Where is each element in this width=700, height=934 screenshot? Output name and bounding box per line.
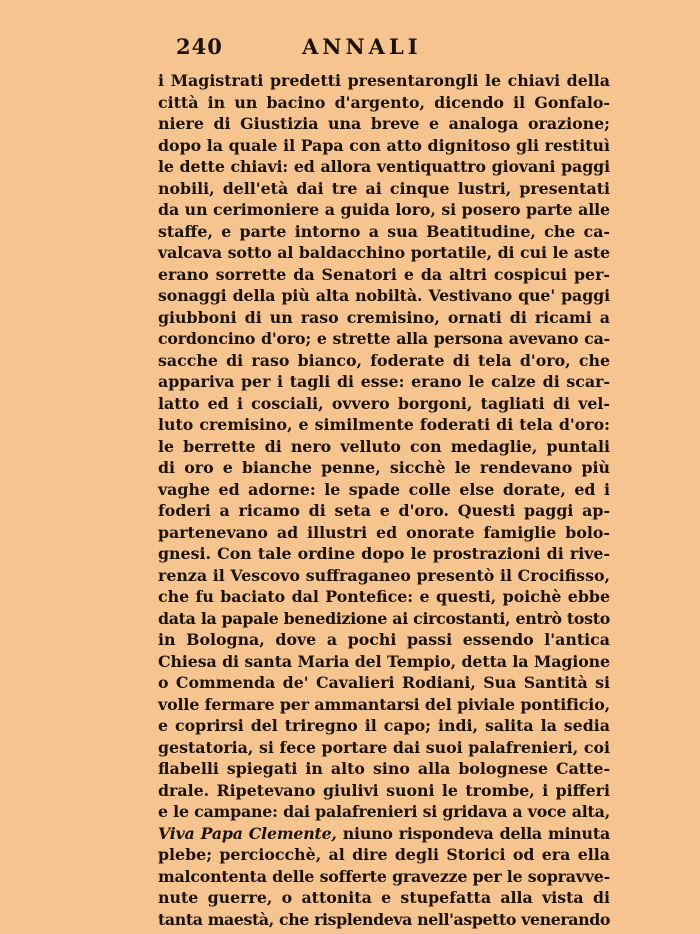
text-line: staffe, e parte intorno a sua Beatitudine, che ca-	[158, 221, 610, 241]
text-line: drale. Ripetevano giulivi suoni le trombe, i pifferi	[158, 780, 610, 800]
text-line: renza il Vescovo suffraganeo presentò il Crocifisso,	[158, 565, 610, 585]
text-line: plebe; perciocchè, al dire degli Storici od era ella	[158, 845, 610, 864]
text-line: sacche di raso bianco, foderate di tela d'oro, che	[158, 350, 610, 370]
text-line: malcontenta delle sofferte gravezze per le sopravve-	[158, 866, 610, 886]
text-line: città in un bacino d'argento, dicendo il Gonfalo-	[158, 92, 610, 112]
text-line: flabelli spiegati in alto sino alla bolognese Catte-	[158, 759, 610, 778]
text-line: giubboni di un raso cremisino, ornati di ricami a	[158, 307, 610, 327]
text-line: in Bologna, dove a pochi passi essendo l'antica	[158, 630, 610, 649]
text-line: da un cerimoniere a guida loro, si posero parte alle	[158, 200, 610, 219]
page-number: 240	[176, 34, 223, 59]
text-line: niere di Giustizia una breve e analoga orazione;	[158, 114, 610, 133]
text-line: volle fermare per ammantarsi del piviale pontificio,	[158, 694, 611, 714]
page-header	[0, 34, 700, 64]
text-line: appariva per i tagli di esse: erano le calze di scar-	[158, 372, 610, 391]
text-line: gnesi. Con tale ordine dopo le prostrazioni di rive-	[158, 544, 610, 563]
text-line: di oro e bianche penne, sicchè le rendevano più	[158, 458, 610, 477]
text-line: cordoncino d'oro; e strette alla persona avevano ca-	[158, 329, 610, 348]
text-line-with-italic	[158, 823, 610, 845]
text-line: foderi a ricamo di seta e d'oro. Questi paggi ap-	[158, 501, 610, 520]
running-head: ANNALI	[302, 34, 422, 59]
text-line: tanta maestà, che risplendeva nell'aspetto venerando	[158, 909, 610, 929]
text-line: valcava sotto al baldacchino portatile, di cui le aste	[158, 243, 610, 262]
text-line: erano sorrette da Senatori e da altri cospicui per-	[158, 264, 610, 284]
text-line: dopo la quale il Papa con atto dignitoso gli restituì	[158, 135, 610, 155]
text-line: partenevano ad illustri ed onorate famiglie bolo-	[158, 522, 610, 542]
text-line: nobili, dell'età dai tre ai cinque lustri, presentati	[158, 178, 610, 198]
italic-phrase: Viva Papa Clemente,	[158, 823, 337, 843]
text-line: le berrette di nero velluto con medaglie, puntali	[158, 436, 610, 456]
text-line: le dette chiavi: ed allora ventiquattro giovani paggi	[158, 157, 610, 176]
text-line-rest: niuno rispondeva della minuta	[342, 823, 610, 843]
text-line: sonaggi della più alta nobiltà. Vestivano que' paggi	[158, 286, 610, 305]
text-line: i Magistrati predetti presentarongli le chiavi della	[158, 71, 610, 90]
text-line: luto cremisino, e similmente foderati di tela d'oro:	[158, 415, 610, 434]
body-text	[158, 70, 610, 930]
text-line: e coprirsi del triregno il capo; indi, salita la sedia	[158, 716, 610, 735]
text-line: data la papale benedizione ai circostanti, entrò tosto	[158, 608, 610, 628]
text-line: nute guerre, o attonita e stupefatta alla vista di	[158, 888, 610, 907]
text-line: o Commenda de' Cavalieri Rodiani, Sua Santità si	[158, 673, 610, 692]
text-line: gestatoria, si fece portare dai suoi palafrenieri, coi	[158, 737, 610, 757]
text-line: e le campane: dai palafrenieri si gridava a voce alta,	[158, 802, 610, 821]
text-line: che fu baciato dal Pontefice: e questi, poichè ebbe	[158, 587, 610, 606]
text-line: latto ed i cosciali, ovvero borgoni, tagliati di vel-	[158, 393, 610, 413]
text-line: vaghe ed adorne: le spade colle else dorate, ed i	[158, 479, 610, 499]
text-line: Chiesa di santa Maria del Tempio, detta la Magione	[158, 651, 610, 671]
